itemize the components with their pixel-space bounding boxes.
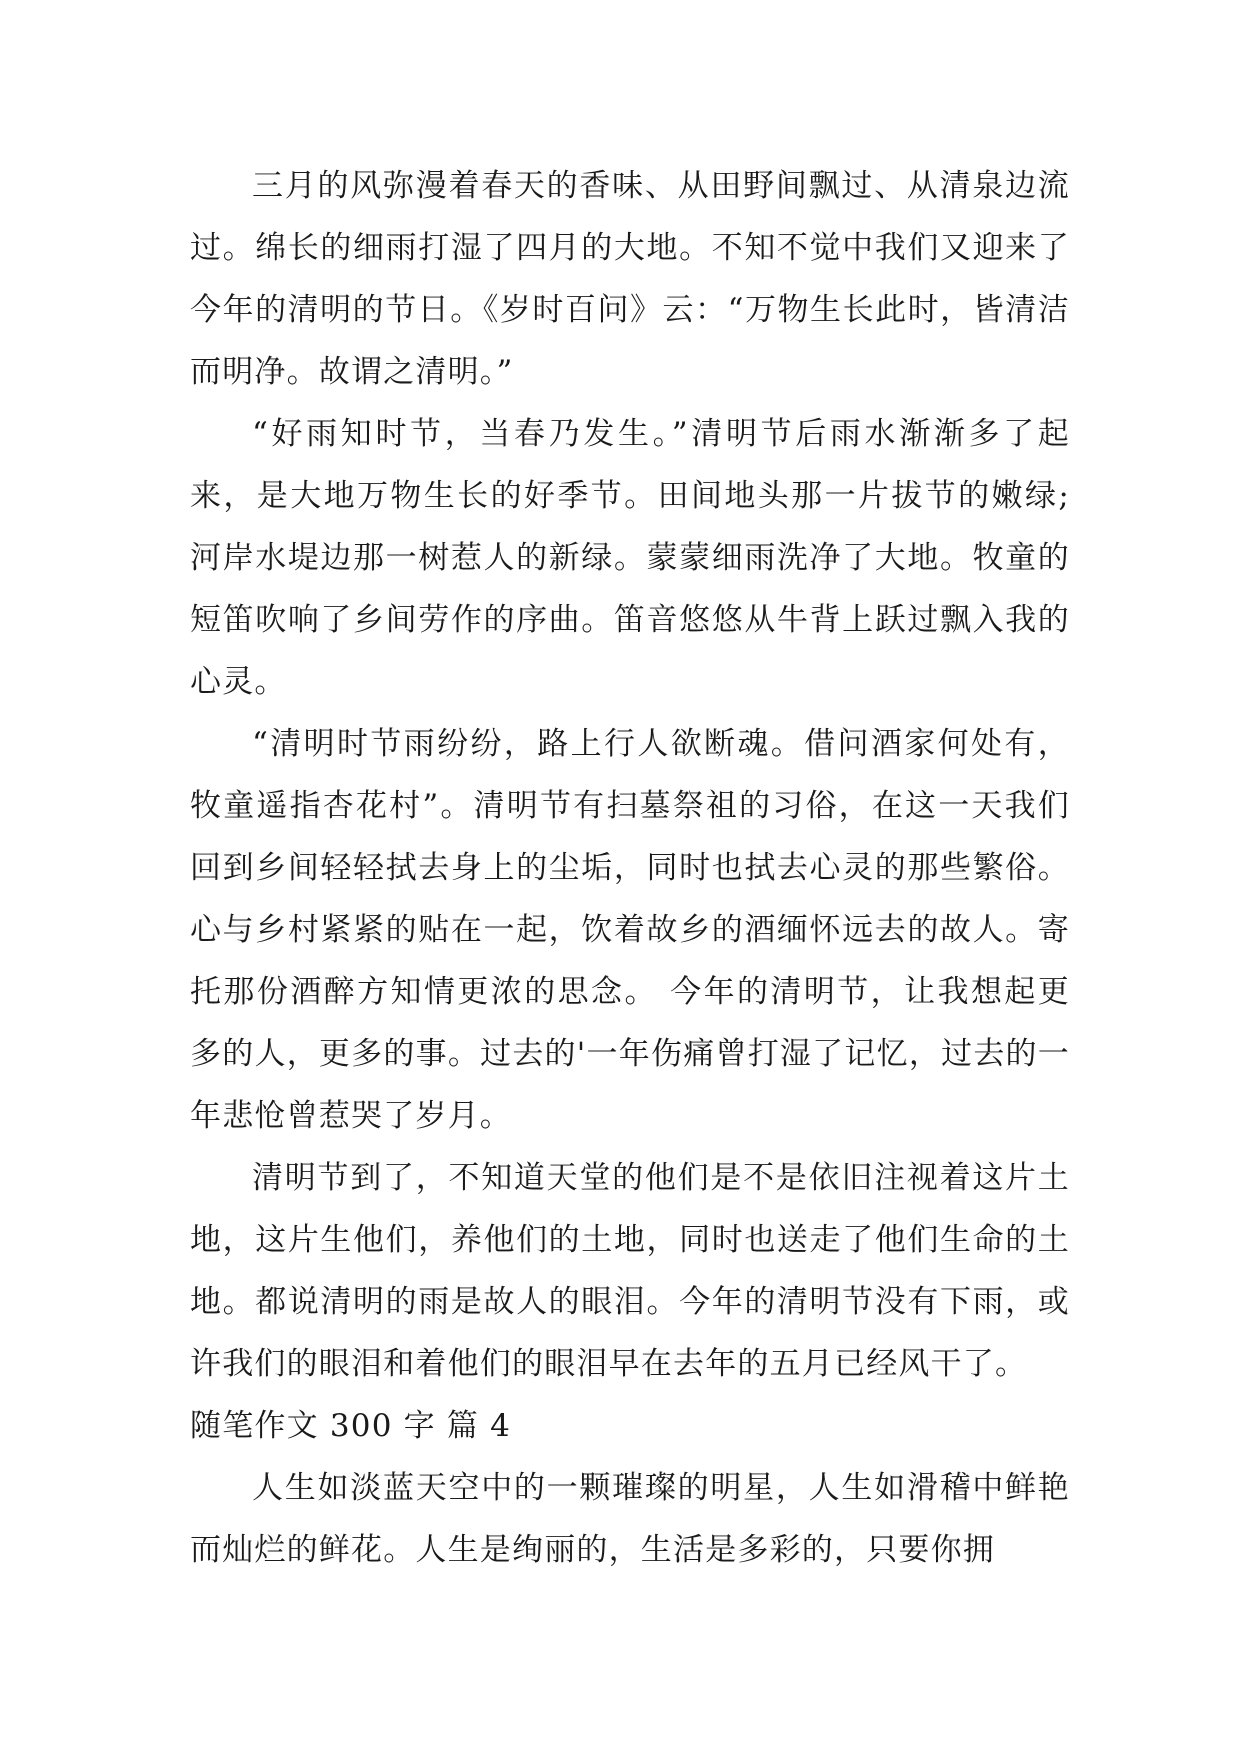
paragraph-5: 人生如淡蓝天空中的一颗璀璨的明星，人生如滑稽中鲜艳而灿烂的鲜花。人生是绚丽的，生活是多彩的，只要你拥 [190,1470,1070,1568]
paragraph-4: 清明节到了，不知道天堂的他们是不是依旧注视着这片土地，这片生他们，养他们的土地，同时也送走了他们生命的土地。都说清明的雨是故人的眼泪。今年的清明节没有下雨，或许我们的眼泪和着他们的眼泪早在去年的五月已经风干了。 [190,1160,1070,1382]
paragraph-3: “清明时节雨纷纷，路上行人欲断魂。借问酒家何处有，牧童遥指杏花村”。清明节有扫墓祭祖的习俗，在这一天我们回到乡间轻轻拭去身上的尘垢，同时也拭去心灵的那些繁俗。心与乡村紧紧的贴在一起，饮着故乡的酒缅怀远去的故人。寄托那份酒醉方知情更浓的思念。 今年的清明节，让我想起更多的人，更多的事。过去的'一年伤痛曾打湿了记忆，过去的一年悲怆曾惹哭了岁月。 [190,726,1070,1134]
paragraph-2: “好雨知时节，当春乃发生。”清明节后雨水渐渐多了起来，是大地万物生长的好季节。田间地头那一片拔节的嫩绿;河岸水堤边那一树惹人的新绿。蒙蒙细雨洗净了大地。牧童的短笛吹响了乡间劳作的序曲。笛音悠悠从牛背上跃过飘入我的心灵。 [190,416,1070,700]
document-body [190,155,1070,1581]
section-heading: 随笔作文 300 字 篇 4 [190,1408,512,1444]
paragraph-1: 三月的风弥漫着春天的香味、从田野间飘过、从清泉边流过。绵长的细雨打湿了四月的大地。不知不觉中我们又迎来了今年的清明的节日。《岁时百问》云：“万物生长此时，皆清洁而明净。故谓之清明。” [190,168,1070,390]
